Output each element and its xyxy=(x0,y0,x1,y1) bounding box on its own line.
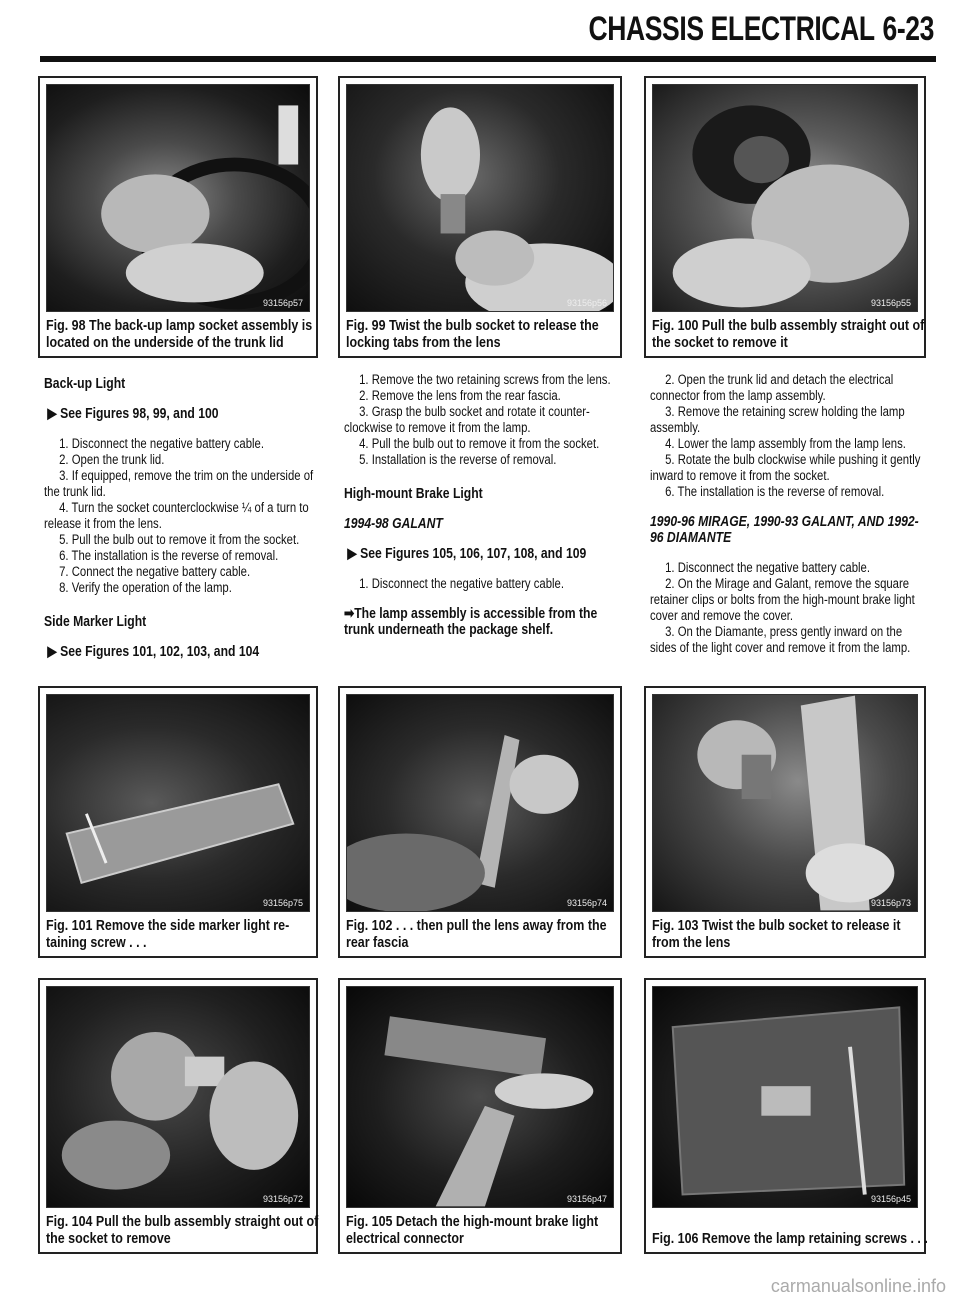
figure-code: 93156p73 xyxy=(870,898,911,908)
step: 5. Pull the bulb out to remove it from the socket. xyxy=(59,532,300,547)
step: 1. Remove the two retaining screws from the lens. xyxy=(359,372,611,387)
see-figures-105-109: ▶ See Figures 105, 106, 107, 108, and 109 xyxy=(347,546,587,562)
figure-code: 93156p75 xyxy=(262,898,303,908)
figure-caption: Fig. 100 Pull the bulb assembly straight out of the socket to remove it xyxy=(652,318,925,351)
heading-side-marker-light: Side Marker Light xyxy=(44,614,147,630)
step: 3. If equipped, remove the trim on the underside of the trunk lid. xyxy=(44,468,314,499)
figure-code: 93156p47 xyxy=(566,1194,607,1204)
figure-99 xyxy=(338,76,622,358)
heading-backup-light: Back-up Light xyxy=(44,376,126,392)
section-title xyxy=(588,10,934,49)
step: 3. Remove the retaining screw holding the lamp assembly. xyxy=(650,404,905,435)
figure-caption: Fig. 99 Twist the bulb socket to release the locking tabs from the lens xyxy=(346,318,599,351)
figure-99-photo xyxy=(346,84,614,312)
figure-103-photo xyxy=(652,694,918,912)
watermark: carmanualsonline.info xyxy=(770,1276,946,1296)
text-column-2 xyxy=(344,372,616,638)
step: 4. Lower the lamp assembly from the lamp lens. xyxy=(665,436,906,451)
step: 1. Disconnect the negative battery cable. xyxy=(359,576,565,591)
note: ➡The lamp assembly is accessible from the trunk underneath the package shelf. xyxy=(344,606,598,638)
figure-100 xyxy=(644,76,926,358)
figure-102-photo xyxy=(346,694,614,912)
step: 8. Verify the operation of the lamp. xyxy=(59,580,232,595)
step: 2. Remove the lens from the rear fascia. xyxy=(359,388,561,403)
figure-code: 93156p74 xyxy=(566,898,607,908)
text-column-3 xyxy=(650,372,922,656)
page-header xyxy=(0,0,960,58)
figure-100-photo xyxy=(652,84,918,312)
see-figures-98-100: ▶ See Figures 98, 99, and 100 xyxy=(47,406,219,422)
figure-caption: Fig. 105 Detach the high-mount brake light electrical connector xyxy=(346,1214,599,1247)
figure-code: 93156p45 xyxy=(870,1194,911,1204)
subheading-galant: 1994-98 GALANT xyxy=(344,516,443,532)
figure-105 xyxy=(338,978,622,1254)
step: 6. The installation is the reverse of removal. xyxy=(59,548,279,563)
figure-caption: Fig. 98 The back-up lamp socket assembly is located on the underside of the trunk lid xyxy=(46,318,313,351)
step: 2. Open the trunk lid. xyxy=(59,452,165,467)
figure-98 xyxy=(38,76,318,358)
step: 4. Turn the socket counterclockwise ¼ of a turn to release it from the lens. xyxy=(44,500,309,531)
figure-106 xyxy=(644,978,926,1254)
step: 3. Grasp the bulb socket and rotate it counter-clockwise to remove it from the lamp. xyxy=(344,404,590,435)
figure-104-photo xyxy=(46,986,310,1208)
figure-code: 93156p56 xyxy=(566,298,607,308)
step: 7. Connect the negative battery cable. xyxy=(59,564,251,579)
figure-101-photo xyxy=(46,694,310,912)
step: 6. The installation is the reverse of removal. xyxy=(665,484,885,499)
heading-high-mount-brake-light: High-mount Brake Light xyxy=(344,486,483,502)
figure-caption: Fig. 106 Remove the lamp retaining screws . . . xyxy=(652,1231,928,1247)
step: 5. Rotate the bulb clockwise while pushing it gently inward to remove it from the socket. xyxy=(650,452,921,483)
text-column-1 xyxy=(44,372,314,660)
figure-caption: Fig. 102 . . . then pull the lens away from the rear fascia xyxy=(346,918,607,951)
figure-code: 93156p57 xyxy=(262,298,303,308)
figure-98-photo xyxy=(46,84,310,312)
see-figures-101-104: ▶ See Figures 101, 102, 103, and 104 xyxy=(47,644,260,660)
chapter-name: CHASSIS ELECTRICAL xyxy=(588,10,875,48)
step: 3. On the Diamante, press gently inward on the sides of the light cover and remove it from the lamp. xyxy=(650,624,911,655)
figure-caption: Fig. 103 Twist the bulb socket to release it from the lens xyxy=(652,918,901,951)
figure-105-photo xyxy=(346,986,614,1208)
figure-caption: Fig. 101 Remove the side marker light re-taining screw . . . xyxy=(46,918,290,951)
subheading-mirage-galant-diamante: 1990-96 MIRAGE, 1990-93 GALANT, AND 1992-96 DIAMANTE xyxy=(650,514,919,546)
figure-104 xyxy=(38,978,318,1254)
step: 5. Installation is the reverse of removal. xyxy=(359,452,557,467)
step: 1. Disconnect the negative battery cable. xyxy=(59,436,265,451)
step: 2. On the Mirage and Galant, remove the square retainer clips or bolts from the high-mount brake light cover and remove the cover. xyxy=(650,576,915,623)
figure-103 xyxy=(644,686,926,958)
figure-code: 93156p72 xyxy=(262,1194,303,1204)
step: 1. Disconnect the negative battery cable. xyxy=(665,560,871,575)
figure-106-photo xyxy=(652,986,918,1208)
page-number: 6-23 xyxy=(882,10,934,48)
figure-101 xyxy=(38,686,318,958)
figure-code: 93156p55 xyxy=(870,298,911,308)
step: 2. Open the trunk lid and detach the electrical connector from the lamp assembly. xyxy=(650,372,894,403)
step: 4. Pull the bulb out to remove it from the socket. xyxy=(359,436,600,451)
figure-102 xyxy=(338,686,622,958)
figure-caption: Fig. 104 Pull the bulb assembly straight out of the socket to remove xyxy=(46,1214,319,1247)
header-rule xyxy=(40,56,936,62)
